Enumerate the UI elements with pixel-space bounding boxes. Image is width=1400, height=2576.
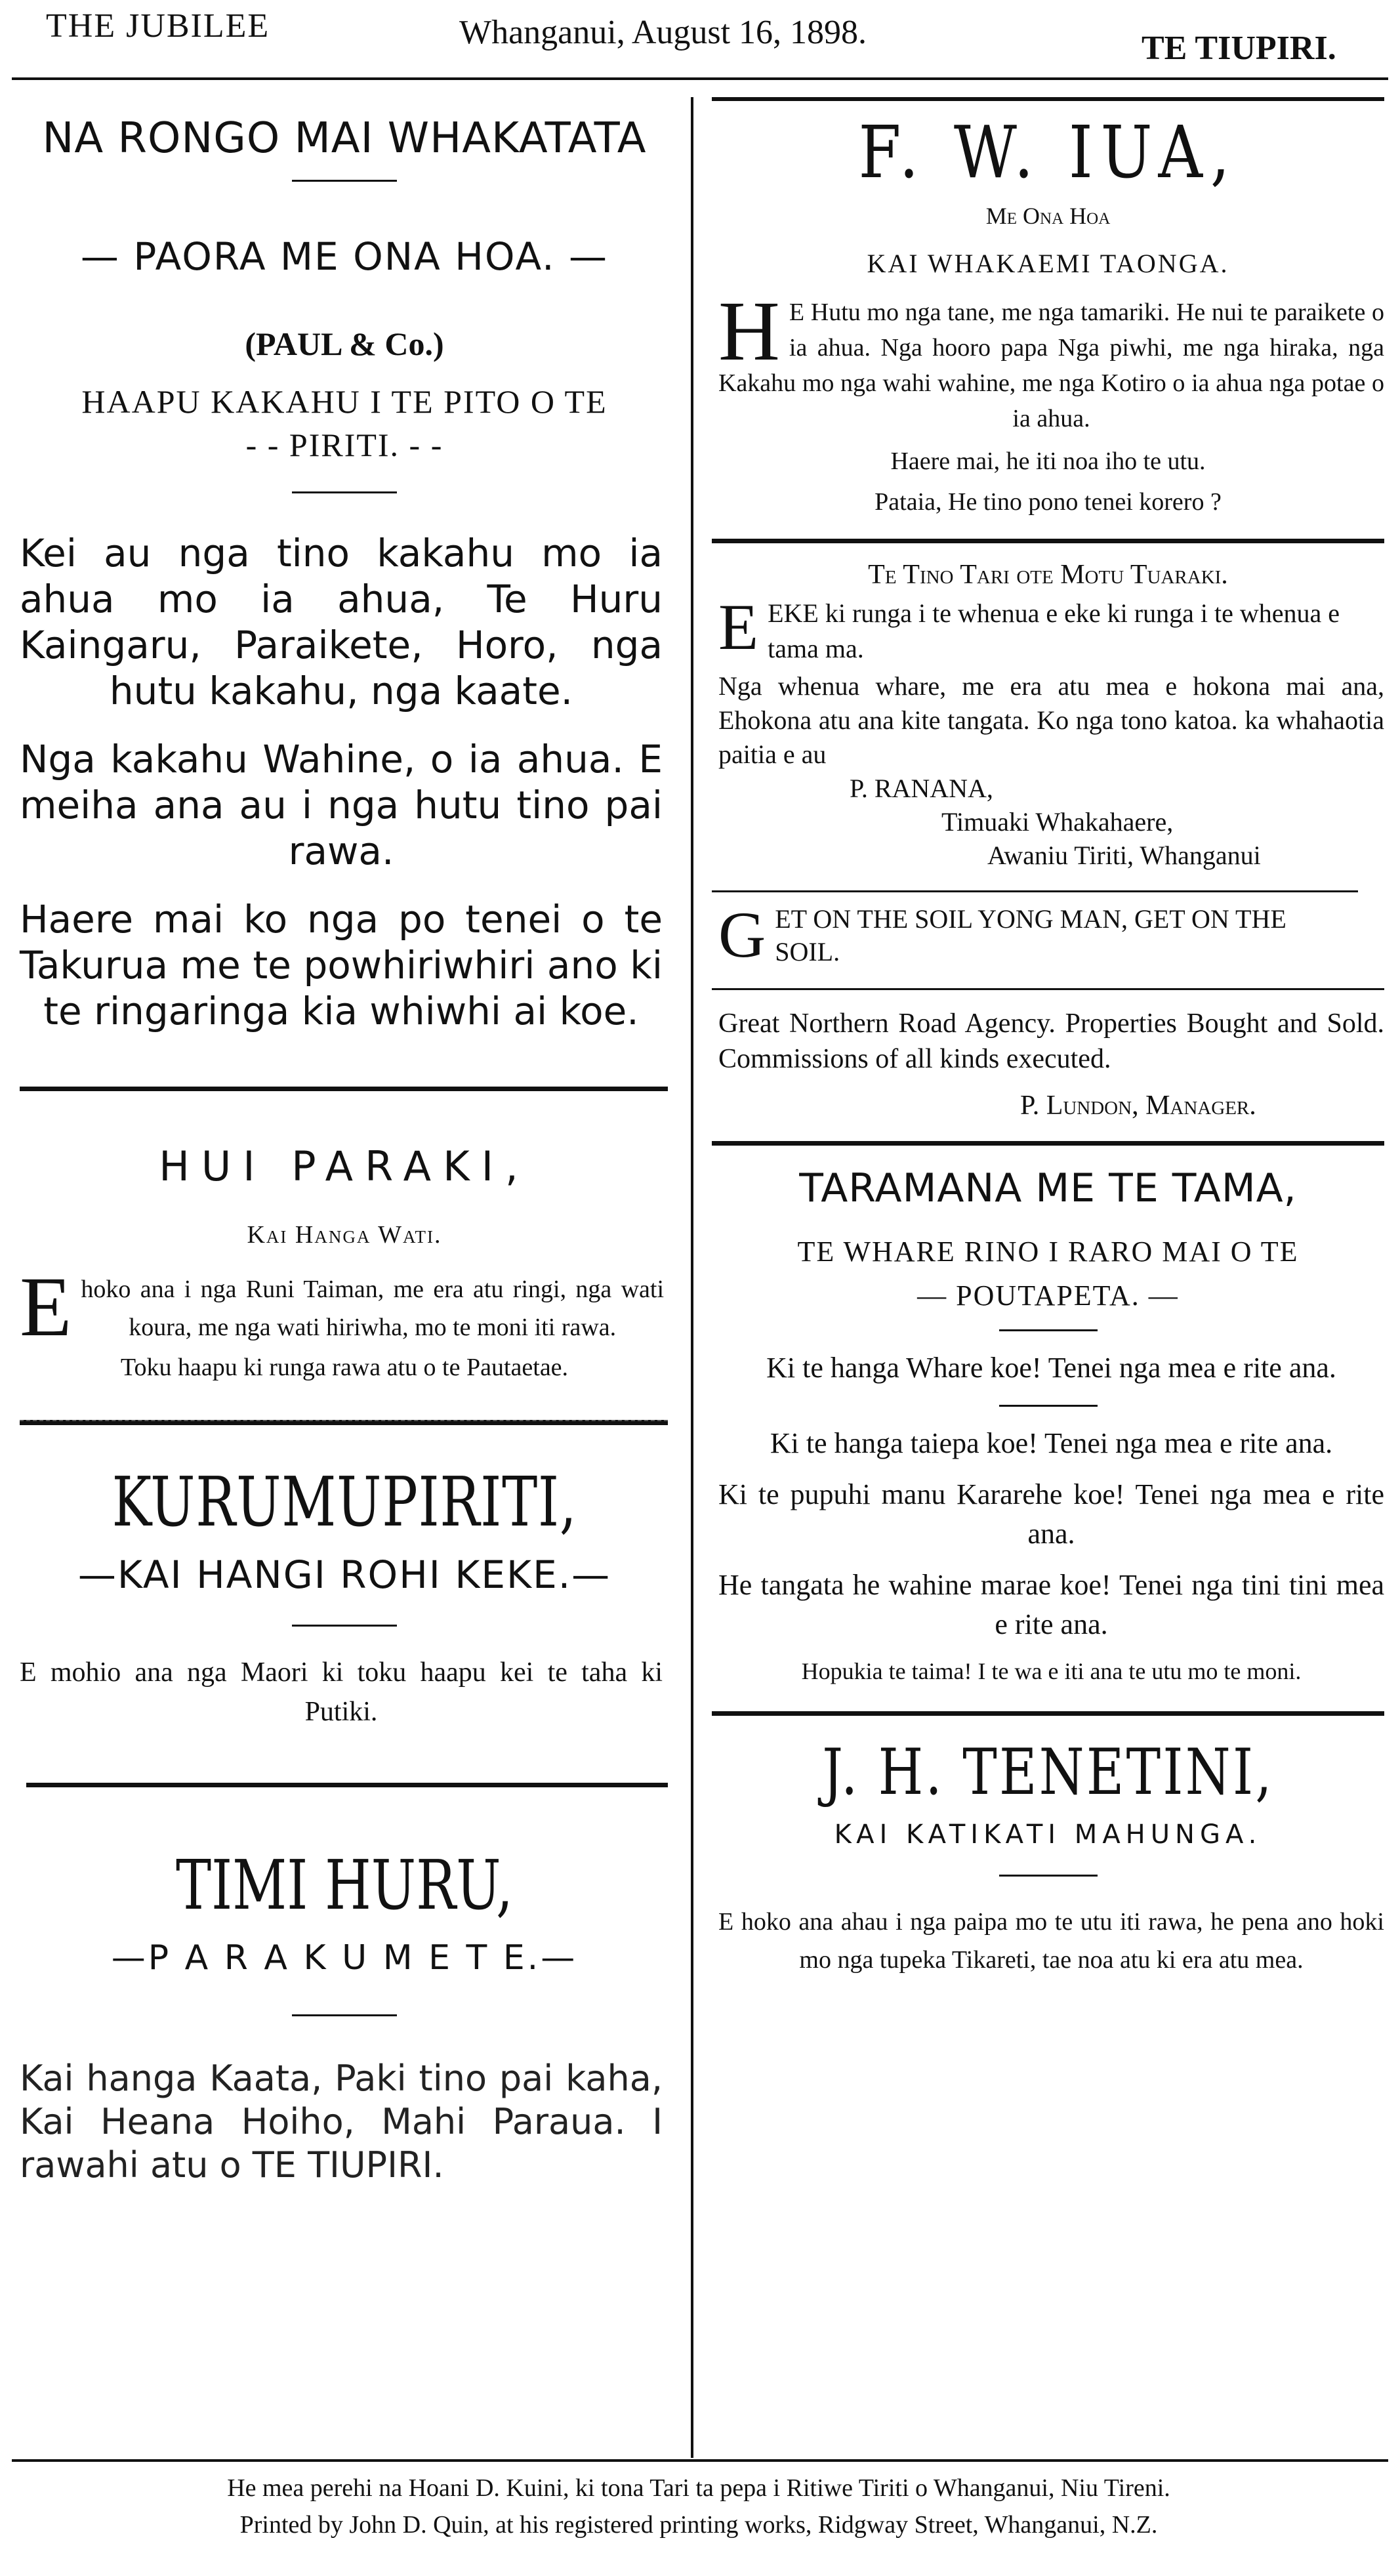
divider [999,1875,1098,1877]
ad-separator [712,890,1358,892]
ad-body: Toku haapu ki runga rawa atu o te Pautaetae. [120,1354,569,1381]
ad-subtitle: Kai Hanga Wati. [247,1221,442,1249]
column-divider [691,97,693,2458]
ad-separator [712,97,1384,101]
ad-subtitle: —P A R A K U M E T E.— [111,1938,578,1978]
ad-title: KURUMUPIRITI, [112,1462,577,1542]
divider [999,1329,1098,1331]
ad-great-northern [712,898,1384,1121]
divider [292,180,397,182]
ad-title: J. H. TENETINI, [822,1735,1274,1809]
ad-tuaraki [712,559,1384,871]
ad-hui-paraki [13,1142,676,1382]
ad-paora [13,114,676,1034]
agent-address: Awaniu Tiriti, Whanganui [987,841,1261,870]
ad-place-1: HAAPU KAKAHU I TE PITO O TE [81,383,607,420]
divider [999,1405,1098,1407]
divider [292,491,397,493]
ad-title: TIMI HURU, [176,1845,513,1925]
ad-body: Ki te hanga taiepa koe! Tenei nga mea e rite ana. [770,1427,1333,1459]
ad-tenetini [712,1735,1384,1979]
ad-body: E hoko ana ahau i nga paipa mo te utu iti rawa, he pena ano hoki mo nga tupeka Tikareti, tae noa atu ki era atu mea. [718,1908,1384,1974]
divider [292,1625,397,1627]
ad-signature: P. Lundon, Manager. [1020,1091,1256,1121]
agent-name: P. RANANA, [850,774,993,803]
ad-kurumupiriti [13,1462,676,1732]
ad-subtitle: KAI KATIKATI MAHUNGA. [834,1819,1262,1850]
ad-body: Great Northern Road Agency. Properties Bought and Sold. Commissions of all kinds executed. [718,1008,1384,1074]
right-column [712,92,1384,1979]
footer-rule [12,2459,1388,2462]
ad-subtitle: Me Ona Hoa [985,203,1111,229]
ad-subtitle: — POUTAPETA. — [917,1279,1179,1312]
ad-body: Hopukia te taima! I te wa e iti ana te utu mo te moni. [801,1658,1302,1684]
ad-firm: — PAORA ME ONA HOA. — [80,234,609,279]
agent-role: Timuaki Whakahaere, [941,807,1174,837]
masthead-left: THE JUBILEE [46,7,270,45]
ad-place-2: - - PIRITI. - - [245,426,443,463]
ad-separator [26,1783,668,1787]
dateline: Whanganui, August 16, 1898. [459,14,867,51]
ad-body: Ki te hanga Whare koe! Tenei nga mea e rite ana. [766,1352,1336,1384]
ad-body: Haere mai, he iti noa iho te utu. [890,447,1206,475]
ad-title: TARAMANA ME TE TAMA, [799,1165,1297,1211]
ad-firm-en: (PAUL & Co.) [245,325,444,362]
ad-body: Ki te pupuhi manu Kararehe koe! Tenei nga mea e rite ana. [718,1478,1384,1550]
ad-title: NA RONGO MAI WHAKATATA [42,114,647,163]
ad-subtitle: —KAI HANGI ROHI KEKE.— [77,1552,611,1597]
ad-body: He tangata he wahine marae koe! Tenei nga tini tini mea e rite ana. [718,1569,1384,1640]
drop-cap: E [20,1260,72,1354]
ad-body: Pataia, He tino pono tenei korero ? [875,488,1222,516]
masthead-right: TE TIUPIRI. [1142,30,1336,67]
ad-title: F. W. IUA, [858,110,1238,194]
ad-separator [20,1420,668,1425]
imprint-maori: He mea perehi na Hoani D. Kuini, ki tona Tari ta pepa i Ritiwe Tiriti o Whanganui, Niu Tireni. [227,2474,1170,2502]
ad-taramana [712,1165,1384,1688]
ad-title: ET ON THE SOIL YONG MAN, GET ON THE [775,904,1287,934]
ad-title: Te Tino Tari ote Motu Tuaraki. [868,560,1228,590]
ad-timi-huru [13,1845,676,2187]
divider [292,2014,397,2016]
ad-iua [712,110,1384,516]
header-rule [12,77,1388,80]
imprint-english: Printed by John D. Quin, at his registered printing works, Ridgway Street, Whanganui, N.Z. [239,2511,1158,2539]
ad-body: EKE ki runga i te whenua e eke ki runga i te whenua e tama ma. [768,598,1340,663]
divider [712,988,1384,990]
ad-body: Kei au nga tino kakahu mo ia ahua mo ia ahua, Te Huru Kaingaru, Paraikete, Horo, nga hutu kakahu, nga kaate. [20,531,663,713]
drop-cap: H [718,284,780,379]
drop-cap: G [718,898,766,971]
ad-separator [712,1141,1384,1146]
ad-body: Nga whenua whare, me era atu mea e hokona mai ana, Ehokona atu ana kite tangata. Ko nga tono katoa. ka whahaotia paitia e au [718,671,1384,769]
ad-body: E Hutu mo nga tane, me nga tamariki. He nui te paraikete o ia ahua. Nga hooro papa Nga piwhi, me nga hiraka, nga Kakahu mo nga wahi wahine, me nga Kotiro o ia ahua nga potae o ia ahua. [718,299,1384,432]
ad-title: SOIL. [775,937,840,966]
drop-cap: E [718,591,759,663]
ad-subtitle: KAI WHAKAEMI TAONGA. [867,249,1229,278]
ad-separator [20,1087,668,1091]
ad-body: Haere mai ko nga po tenei o te Takurua me te powhiriwhiri ano ki te ringaringa kia whiwhi ai koe. [20,897,663,1033]
ad-separator [712,539,1384,543]
ad-body: Nga kakahu Wahine, o ia ahua. E meiha ana au i nga hutu tino pai rawa. [20,737,663,873]
left-column [13,98,676,2187]
ad-title: HUI PARAKI, [159,1142,530,1190]
ad-body: Kai hanga Kaata, Paki tino pai kaha, Kai Heana Hoiho, Mahi Paraua. I rawahi atu o TE TIUPIRI. [20,2058,663,2186]
ad-separator [712,1711,1384,1716]
ad-subtitle: TE WHARE RINO I RARO MAI O TE [797,1236,1299,1268]
ad-body: E mohio ana nga Maori ki toku haapu kei te taha ki Putiki. [20,1657,663,1727]
ad-body: hoko ana i nga Runi Taiman, me era atu ringi, nga wati koura, me nga wati hiriwha, mo te moni iti rawa. [81,1276,664,1341]
